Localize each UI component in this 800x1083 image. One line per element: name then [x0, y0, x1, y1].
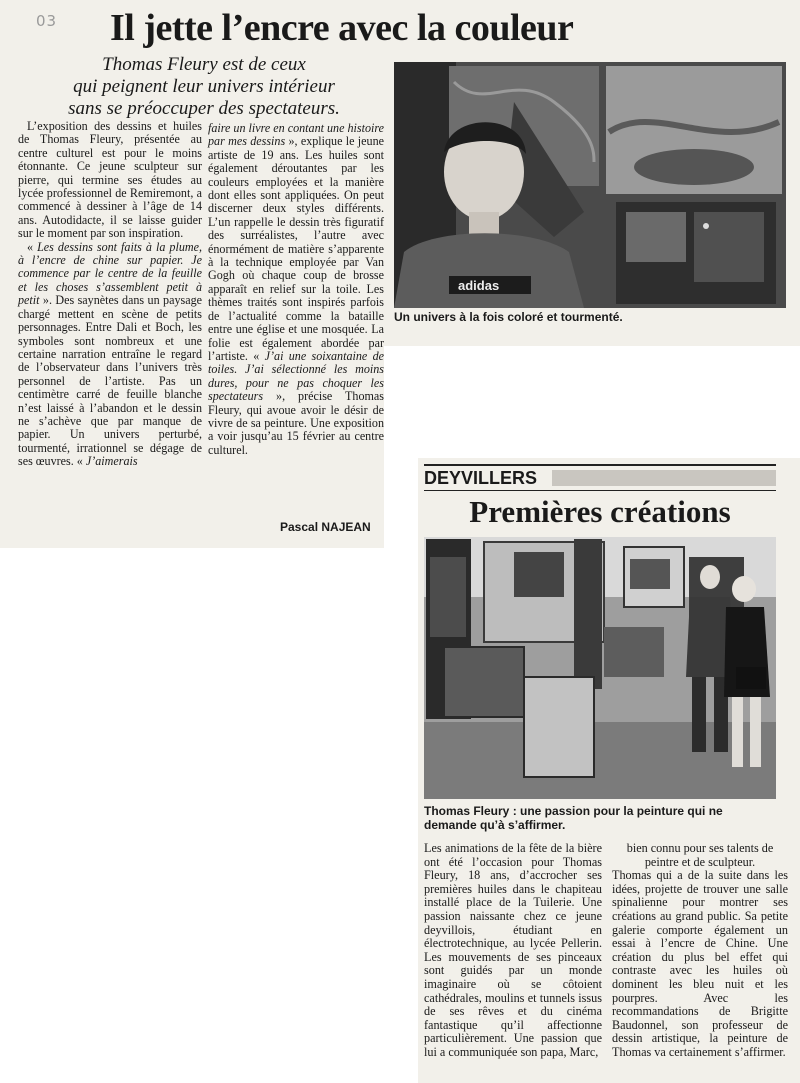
article1-column-1 [18, 120, 202, 469]
article1-column-2 [208, 122, 384, 457]
article2-column-1 [424, 842, 602, 1060]
artist-quote-1: Les dessins sont faits à la plume, à l’encre de chine sur papier. Je commence par le centre de la feuille et les choses s’assemblent petit à petit [18, 239, 202, 308]
lead-line-3: sans se préoccuper des spectateurs. [68, 98, 340, 119]
lead-paragraph [24, 54, 384, 120]
article2-paragraph-2: bien connu pour ses talents de peintre et de sculpteur. [626, 841, 774, 869]
section-rubric [424, 464, 776, 491]
article1-text-p2: », explique le jeune artiste de 19 ans. Les huiles sont également déroutantes par les couleurs employées et la manière dont elles sont appliquées. On peut discerner deux styles différents. L’un rappelle le dessin très figuratif des surréalistes, l’autre avec énormément de matière s’apparente à la technique employée par Van Gogh où chaque coup de brosse apparaît en relief sur la toile. Les thèmes traités sont inspirés parfois de l’actualité comme la bataille entre une église et une mosquée. La folie est également abordée par l’artiste. « [208, 134, 384, 363]
rubric-shading [552, 470, 776, 486]
lead-line-1: Thomas Fleury est de ceux [102, 54, 306, 75]
byline: Pascal NAJEAN [280, 520, 371, 534]
rubric-label: DEYVILLERS [424, 468, 538, 488]
article2-paragraph-1: Les animations de la fête de la bière ont été l’occasion pour Thomas Fleury, 18 ans, d’accrocher ses premières huiles dans le chapiteau installé place de la Tuilerie. Une passion naissante chez ce jeune deyvillois, étudiant en électrotechnique, au lycée Pellerin. Les mouvements de ses pinceaux sont guidés par un monde imaginaire où se côtoient cathédrales, moulins et tunnels issus de ses rêves et du cinéma fantastique qu’il affectionne particulièrement. Une passion que lui a communiquée son papa, Marc, [424, 841, 602, 1059]
artist-quote-2-start: J’aimerais [85, 454, 138, 469]
headline-1: Il jette l’encre avec la couleur [110, 7, 574, 49]
portrait-photo [394, 62, 786, 308]
article2-paragraph-3: Thomas qui a de la suite dans les idées, projette de trouver une salle spinalienne pour montrer ses créations au grand public. Sa petite galerie comporte également un essai à l’encre de Chine. Une création du plus bel effet qui contraste avec les huiles où dominent les bleu nuit et les pourpres. Avec les recommandations de Brigitte Baudonnel, son professeur de dessin artistique, la peinture de Thomas va certainement s’affirmer. [612, 868, 788, 1059]
exhibition-photo [424, 537, 776, 799]
lead-line-2: qui peignent leur univers intérieur [73, 76, 335, 97]
article2-column-2 [612, 842, 788, 1060]
headline-2: Premières créations [469, 494, 731, 529]
photo-caption-1: Un univers à la fois coloré et tourmenté. [394, 310, 623, 324]
portrait-photo-drawing [394, 62, 786, 308]
exhibition-photo-drawing [424, 537, 776, 799]
article1-text-p3: », précise Thomas Fleury, qui avoue avoir le désir de vivre de sa peinture. Une exposition a voir jusqu’au 15 février au centre culturel. [208, 389, 384, 457]
artist-quote-3: J’ai une soixantaine de toiles. J’ai sélectionné les moins dures, pour ne pas choquer les spectateurs [208, 348, 384, 404]
quote-open: « [27, 239, 38, 254]
photo-caption-2: Thomas Fleury : une passion pour la peinture qui ne demande qu’à s’affirmer. [424, 804, 723, 832]
article1-paragraph-3 [208, 122, 384, 457]
article1-paragraph-1: L’exposition des dessins et huiles de Thomas Fleury, présentée au centre culturel est pour le moins étonnante. Ce jeune sculpteur sur pierre, qui termine ses études au lycée professionnel de Remiremont, a commencé à dessiner à l’âge de 14 ans. Autodidacte, il se laisse guider sur le moment par son inspiration. [18, 119, 202, 241]
handwritten-page-mark: 03 [36, 12, 58, 30]
article1-paragraph-2 [18, 241, 202, 469]
artist-quote-2-end: faire un livre en contant une histoire par mes dessins [208, 121, 384, 149]
shirt-logo-text: adidas [458, 278, 500, 293]
article1-text-continued: ». Des saynètes dans un paysage chargé mettent en scène de petits personnages. Entre Dali et Boch, les symboles sont nombreux et une certaine narration entraîne le regard de l’observateur dans l’univers très personnel de l’artiste. Pas un centimètre carré de feuille blanche n’est laissé à l’abandon et le dessin ne s’achève que par manque de papier. Un univers perturbé, tourmenté, irrationnel se dégage de ses œuvres. « [18, 293, 202, 469]
